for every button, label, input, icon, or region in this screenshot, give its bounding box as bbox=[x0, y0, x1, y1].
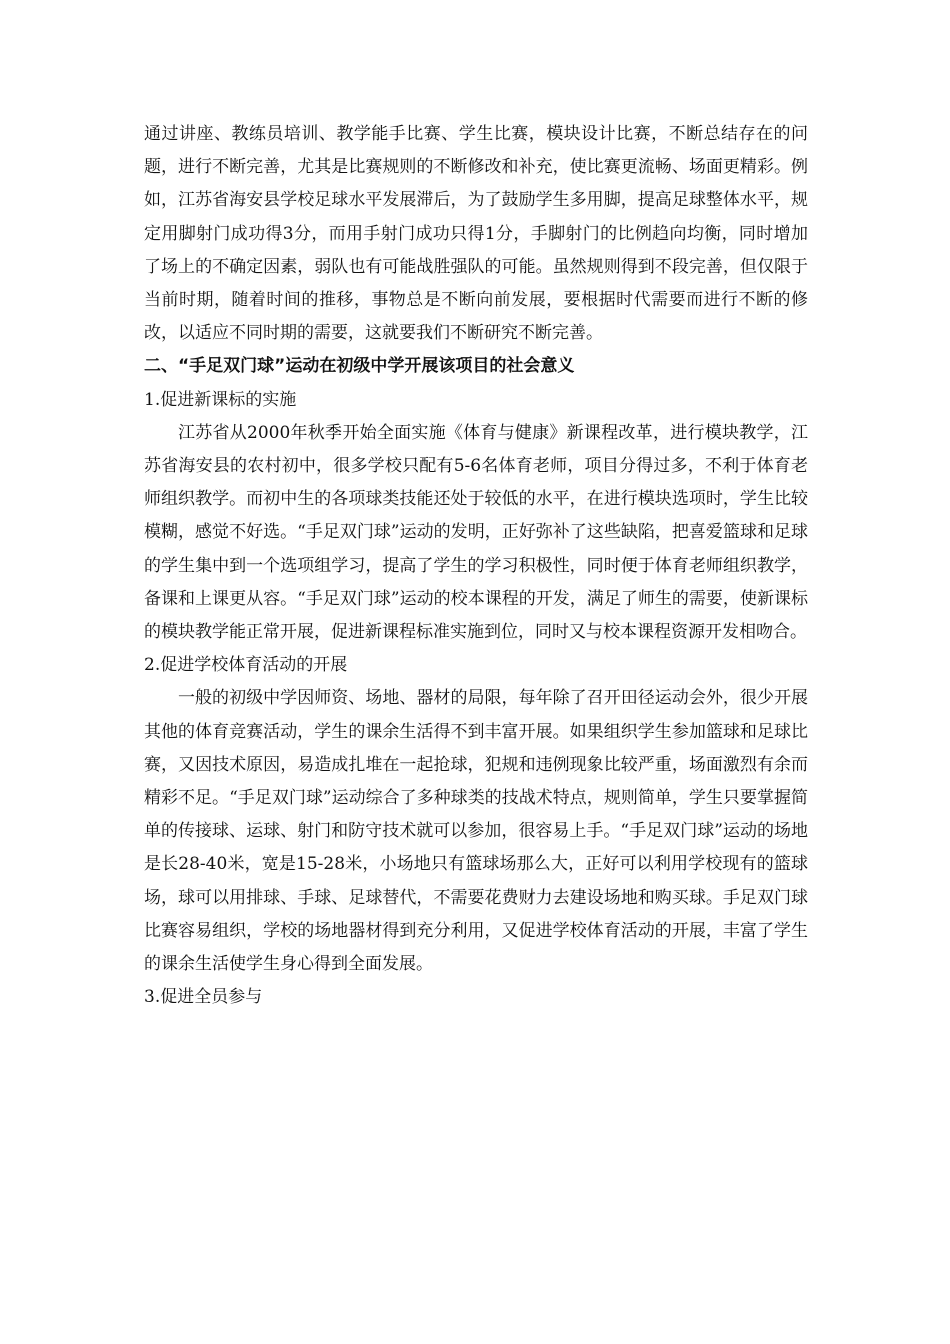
subheading-new-curriculum: 1.促进新课标的实施 bbox=[144, 389, 297, 410]
subheading-full-participation: 3.促进全员参与 bbox=[144, 987, 263, 1008]
subheading-school-sports: 2.促进学校体育活动的开展 bbox=[144, 655, 348, 676]
section-heading-social-significance: 二、“手足双门球”运动在初级中学开展该项目的社会意义 bbox=[144, 356, 575, 377]
document-body bbox=[144, 118, 808, 1014]
paragraph-new-curriculum: 江苏省从2000年秋季开始全面实施《体育与健康》新课程改革，进行模块教学，江苏省海安县的农村初中，很多学校只配有5-6名体育老师，项目分得过多，不利于体育老师组织教学。而初中生的各项球类技能还处于较低的水平，在进行模块选项时，学生比较模糊，感觉不好选。“手足双门球”运动的发明，正好弥补了这些缺陷，把喜爱篮球和足球的学生集中到一个选项组学习，提高了学生的学习积极性，同时便于体育老师组织教学，备课和上课更从容。“手足双门球”运动的校本课程的开发，满足了师生的需要，使新课标的模块教学能正常开展，促进新课程标准实施到位，同时又与校本课程资源开发相吻合。 bbox=[144, 422, 808, 643]
paragraph-school-sports: 一般的初级中学因师资、场地、器材的局限，每年除了召开田径运动会外，很少开展其他的体育竞赛活动，学生的课余生活得不到丰富开展。如果组织学生参加篮球和足球比赛，又因技术原因，易造成扎堆在一起抢球，犯规和违例现象比较严重，场面激烈有余而精彩不足。“手足双门球”运动综合了多种球类的技战术特点，规则简单，学生只要掌握简单的传接球、运球、射门和防守技术就可以参加，很容易上手。“手足双门球”运动的场地是长28-40米，宽是15-28米，小场地只有篮球场那么大，正好可以利用学校现有的篮球场，球可以用排球、手球、足球替代，不需要花费财力去建设场地和购买球。手足双门球比赛容易组织，学校的场地器材得到充分利用，又促进学校体育活动的开展，丰富了学生的课余生活使学生身心得到全面发展。 bbox=[144, 688, 808, 975]
paragraph-rules-improvement: 通过讲座、教练员培训、教学能手比赛、学生比赛，模块设计比赛，不断总结存在的问题，进行不断完善，尤其是比赛规则的不断修改和补充，使比赛更流畅、场面更精彩。例如，江苏省海安县学校足球水平发展滞后，为了鼓励学生多用脚，提高足球整体水平，规定用脚射门成功得3分，而用手射门成功只得1分，手脚射门的比例趋向均衡，同时增加了场上的不确定因素，弱队也有可能战胜强队的可能。虽然规则得到不段完善，但仅限于当前时期，随着时间的推移，事物总是不断向前发展，要根据时代需要而进行不断的修改，以适应不同时期的需要，这就要我们不断研究不断完善。 bbox=[144, 124, 808, 344]
